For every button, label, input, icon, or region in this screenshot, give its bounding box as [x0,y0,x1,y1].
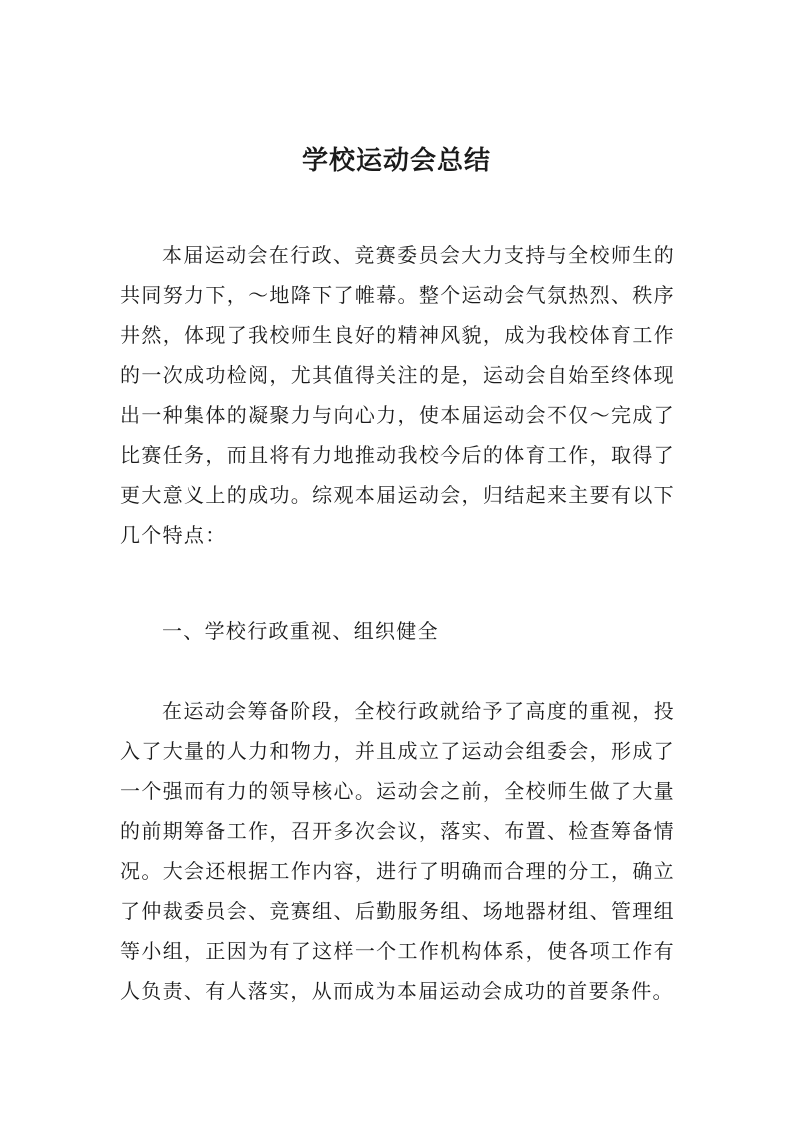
intro-paragraph: 本届运动会在行政、竞赛委员会大力支持与全校师生的共同努力下，～地降下了帷幕。整个运动会气氛热烈、秩序井然，体现了我校师生良好的精神风貌，成为我校体育工作的一次成功检阅，尤其值得关注的是，运动会自始至终体现出一种集体的凝聚力与向心力，使本届运动会不仅～完成了比赛任务，而且将有力地推动我校今后的体育工作，取得了更大意义上的成功。综观本届运动会，归结起来主要有以下几个特点： [120,243,675,547]
section-paragraph: 在运动会筹备阶段，全校行政就给予了高度的重视，投入了大量的人力和物力，并且成立了运动会组委会，形成了一个强而有力的领导核心。运动会之前，全校师生做了大量的前期筹备工作，召开多次会议，落实、布置、检查筹备情况。大会还根据工作内容，进行了明确而合理的分工，确立了仲裁委员会、竞赛组、后勤服务组、场地器材组、管理组等小组，正因为有了这样一个工作机构体系，使各项工作有人负责、有人落实，从而成为本届运动会成功的首要条件。 [120,699,675,1003]
document-title: 学校运动会总结 [301,146,491,177]
section-heading: 一、学校行政重视、组织健全 [162,619,439,643]
